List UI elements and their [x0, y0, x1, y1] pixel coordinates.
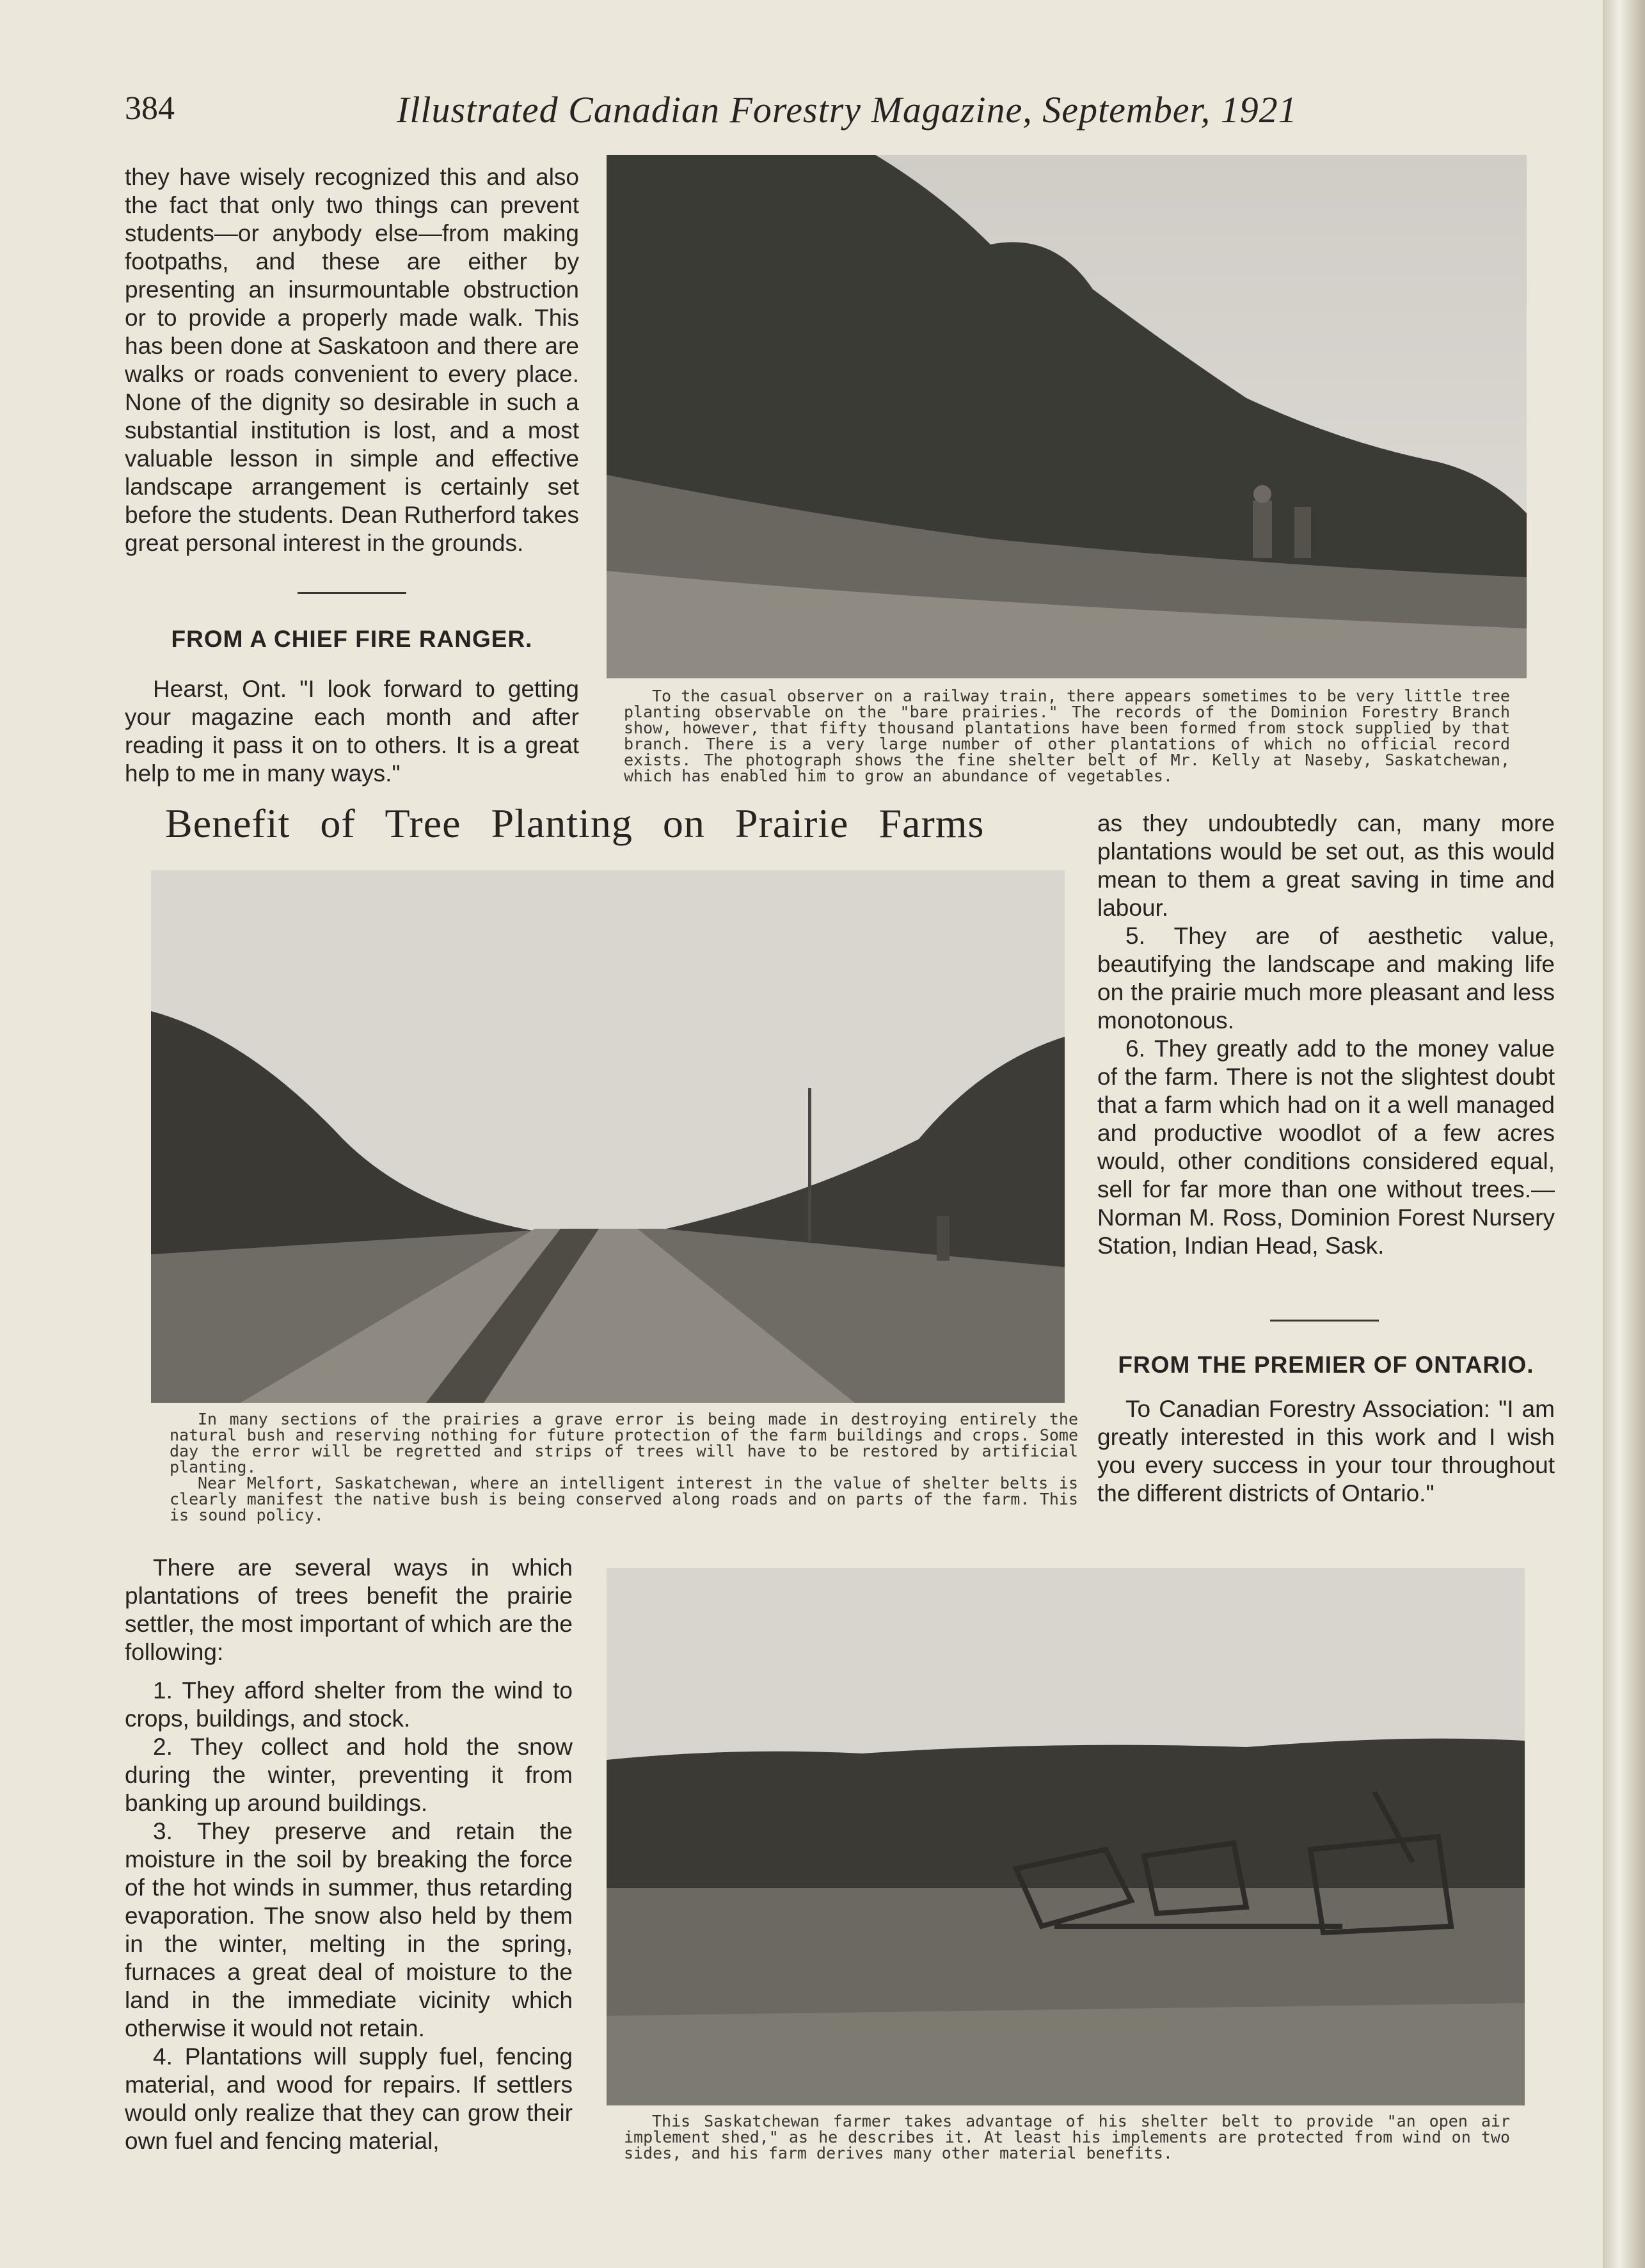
premier-heading: FROM THE PREMIER OF ONTARIO.	[1118, 1352, 1534, 1378]
fire-ranger-letter: Hearst, Ont. "I look forward to getting your magazine each month and after reading it pass it on to others. It is a great help to me in many ways."	[125, 676, 579, 787]
intro-paragraph: they have wisely recognized this and also the fact that only two things can prevent students—or anybody else—from making footpaths, and these are either by presenting an insurmountable obstruction or to provide a properly made walk. This has been done at Saskatoon and there are walks or roads convenient to every place. None of the dignity so desirable in such a substantial institution is lost, and a most valuable lesson in simple and effective landscape arrangement is certainly set before the students. Dean Rutherford takes great personal interest in the grounds.	[125, 164, 579, 556]
prairie-road-caption: In many sections of the prairies a grave error is being made in destroying entirely the natural bush and reserving nothing for future protection of the farm buildings and crops. Some day the error will be regretted and strips of trees will have to be restored by artificial planting. Near Melfort, Saskatchewan, where an intelligent interest in the value of shelter belts is clearly manifest the native bush is being conserved along roads and on parts of the farm. This is sound policy.	[170, 1410, 1078, 1524]
divider-rule-2	[1270, 1320, 1379, 1322]
divider-rule	[298, 592, 406, 594]
article-right-column: as they undoubtedly can, many more plantations would be set out, as this would mean to them a great saving in time and labour. 5. They are of aesthetic value, beautifying the landscape and making life on the prairie much more pleasant and less monotonous. 6. They greatly add to the money value of the farm. There is not the slightest doubt that a farm which had on it a well managed and productive woodlot of a few acres would, other conditions considered equal, sell for far more than one without trees.—Norman M. Ross, Dominion Forest Nursery Station, Indian Head, Sask.	[1097, 810, 1555, 1259]
premier-letter: To Canadian Forestry Association: "I am greatly interested in this work and I wish you every success in your tour throughout the different districts of Ontario."	[1097, 1396, 1555, 1506]
page-spine-edge	[1603, 0, 1645, 2268]
implement-shed-caption: This Saskatchewan farmer takes advantage of his shelter belt to provide "an open air implement shed," as he describes it. At least his implements are protected from wind on two sides, and his farm derives many other material benefits.	[624, 2112, 1510, 2162]
shelter-belt-image	[607, 155, 1527, 678]
fire-ranger-heading: FROM A CHIEF FIRE RANGER.	[171, 626, 533, 652]
prairie-road-photo	[151, 870, 1065, 1403]
article-left-column: There are several ways in which plantations of trees benefit the prairie settler, the most important of which are the following: 1. They afford shelter from the wind to crops, buildings, and stock. 2. They collect and hold the snow during the winter, preventing it from banking up around buildings. 3. They preserve and retain the moisture in the soil by breaking the force of the hot winds in summer, thus retarding evaporation. The snow also held by them in the winter, melting in the spring, furnaces a great deal of moisture to the land in the immediate vicinity which otherwise it would not retain. 4. Plantations will supply fuel, fencing material, and wood for repairs. If settlers would only realize that they can grow their own fuel and fencing material,	[125, 1554, 573, 2154]
implement-shed-image	[607, 1568, 1525, 2105]
page-number: 384	[125, 90, 175, 127]
implement-shed-photo	[607, 1568, 1525, 2105]
shelter-belt-caption: To the casual observer on a railway train, there appears sometimes to be very little tree planting observable on the "bare prairies." The records of the Dominion Forestry Branch show, however, that fifty thousand plantations have been formed from stock supplied by that branch. There is a very large number of other plantations of which no official record exists. The photograph shows the fine shelter belt of Mr. Kelly at Naseby, Saskatchewan, which has enabled him to grow an abundance of vegetables.	[624, 687, 1510, 785]
magazine-title: Illustrated Canadian Forestry Magazine, September, 1921	[397, 89, 1298, 131]
shelter-belt-photo	[607, 155, 1527, 678]
prairie-road-image	[151, 870, 1065, 1403]
article-headline: Benefit of Tree Planting on Prairie Farms	[165, 801, 985, 846]
